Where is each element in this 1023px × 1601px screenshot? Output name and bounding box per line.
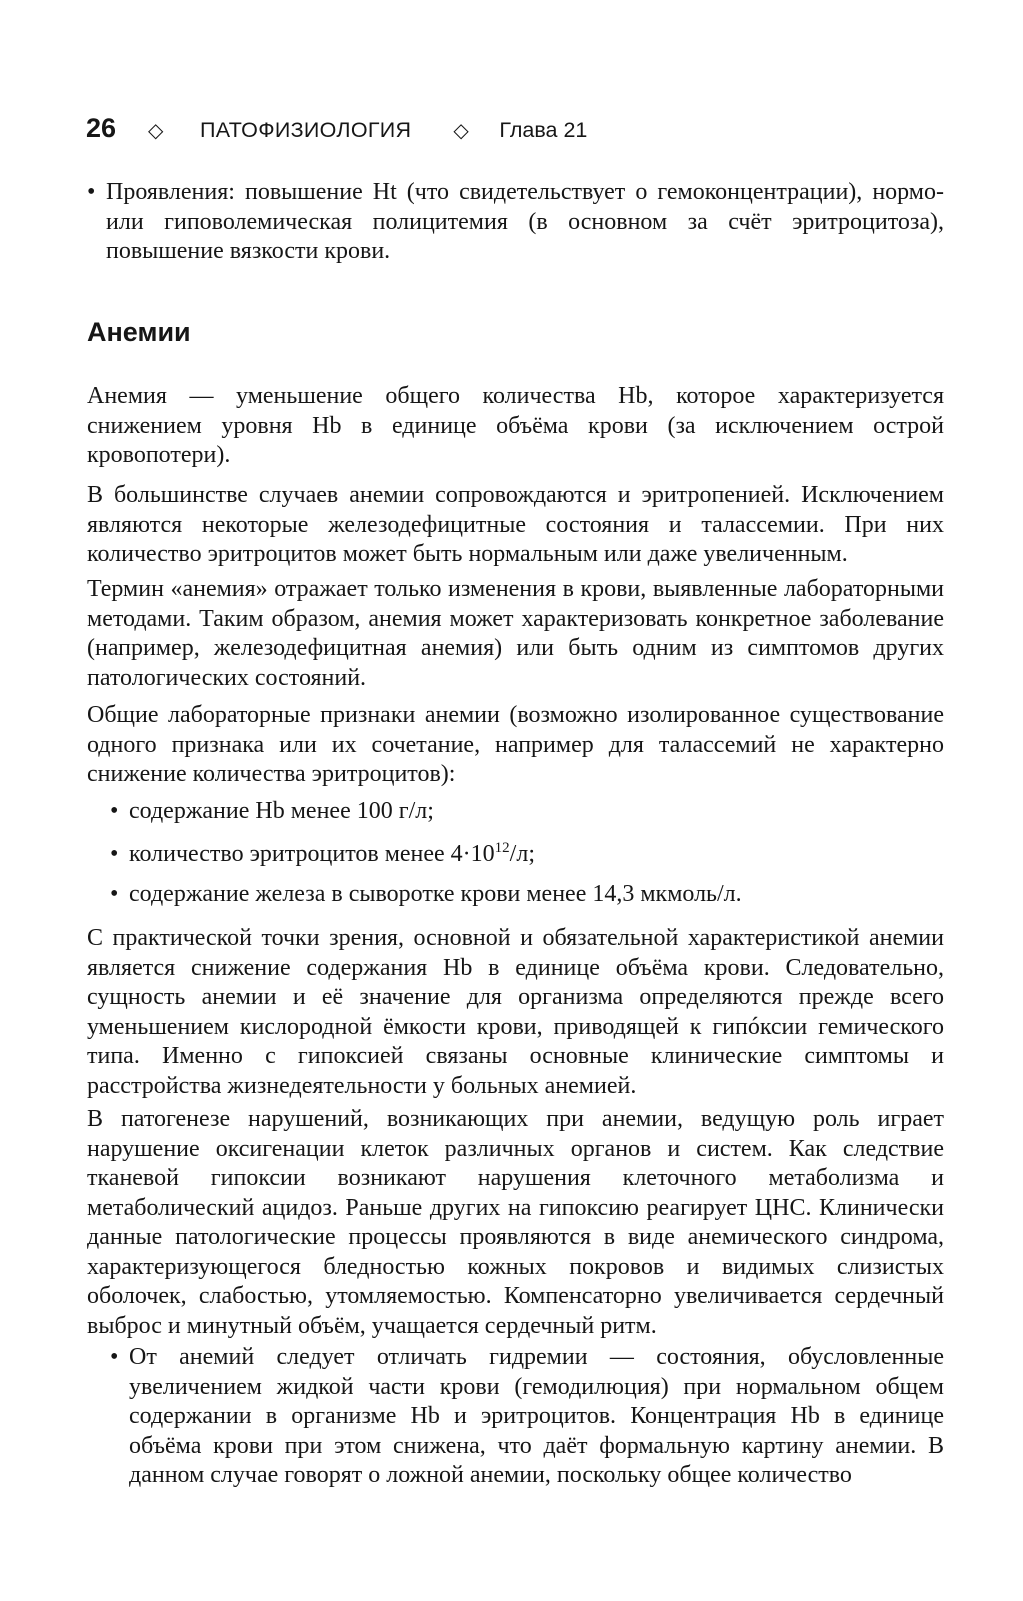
chapter-label: Глава 21 [499,118,588,142]
bullet-mark: • [110,841,119,867]
paragraph-term: Термин «анемия» отражает только изменения в крови, выявленные лабораторными методами. Таким образом, анемия может характеризовать конкретное заболевание (например, железодефицитная анемия) или быть одним из симптомов других патологических состояний. [87,576,944,691]
criteria-item [110,797,944,827]
diamond-outline-icon: ◇ [148,120,164,142]
criteria-item [110,840,944,870]
bullet-mark: • [87,179,96,205]
criteria-item-text: содержание Hb менее 100 г/л; [129,798,434,824]
diamond-outline-icon: ◇ [453,120,469,142]
final-bullet-text: От анемий следует отличать гидремии — состояния, обусловленные увеличением жидкой части крови (гемодилюция) при нормальном общем содержании в организме Hb и эритроцитов. Концентрация Hb в единице объёма крови при этом снижена, что даёт формальную картину анемии. В данном случае говорят о ложной анемии, поскольку общее количество [129,1344,944,1488]
paragraph-lab-signs: Общие лабораторные признаки анемии (возможно изолированное существование одного признака или их сочетание, например для талассемий не характерно снижение количества эритроцитов): [87,702,944,787]
criteria-item-text: содержание железа в сыворотке крови менее 14,3 мкмоль/л. [129,881,742,907]
paragraph-erythropenia: В большинстве случаев анемии сопровождаются и эритропенией. Исключением являются некоторые железодефицитные состояния и талассемии. При них количество эритроцитов может быть нормальным или даже увеличенным. [87,482,944,567]
intro-bullet-text: Проявления: повышение Ht (что свидетельствует о гемоконцентрации), нормо- или гиповолемическая полицитемия (в основном за счёт эритроцитоза), повышение вязкости крови. [106,179,944,264]
paragraph-practical: С практической точки зрения, основной и обязательной характеристикой анемии является снижение содержания Hb в единице объёма крови. Следовательно, сущность анемии и её значение для организма определяются прежде всего уменьшением кислородной ёмкости крови, приводящей к гипóксии гемического типа. Именно с гипоксией связаны основные клинические симптомы и расстройства жизнедеятельности у больных анемией. [87,925,944,1099]
bullet-mark: • [110,1344,119,1370]
intro-bullet [87,178,944,267]
section-heading: Анемии [87,317,191,347]
book-title: ПАТОФИЗИОЛОГИЯ [200,118,412,142]
final-bullet [110,1343,944,1491]
paragraph-definition: Анемия — уменьшение общего количества Hb, которое характеризуется снижением уровня Hb в единице объёма крови (за исключением острой кровопотери). [87,383,944,468]
criteria-item-unit: /л; [509,841,535,867]
page-number: 26 [86,113,117,143]
criteria-item-text: количество эритроцитов менее 4·10 [129,841,495,867]
running-header [86,113,786,149]
criteria-item [110,880,944,910]
exponent: 12 [494,840,510,856]
bullet-mark: • [110,881,119,907]
paragraph-pathogenesis: В патогенезе нарушений, возникающих при анемии, ведущую роль играет нарушение оксигенации клеток различных органов и систем. Как следствие тканевой гипоксии возникают нарушения клеточного метаболизма и метаболический ацидоз. Раньше других на гипоксию реагирует ЦНС. Клинически данные патологические процессы проявляются в виде анемического синдрома, характеризующегося бледностью кожных покровов и видимых слизистых оболочек, слабостью, утомляемостью. Компенсаторно увеличивается сердечный выброс и минутный объём, учащается сердечный ритм. [87,1106,944,1339]
bullet-mark: • [110,798,119,824]
